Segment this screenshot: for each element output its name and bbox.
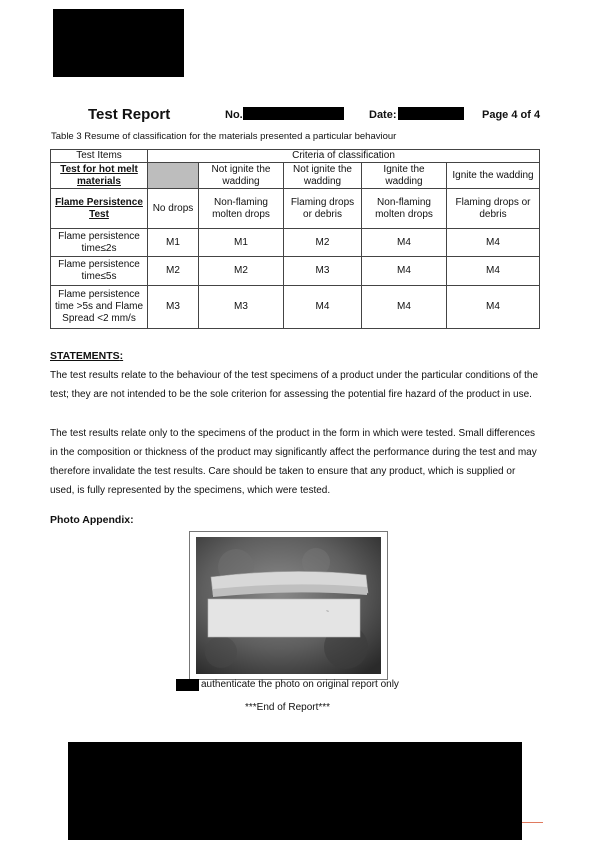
statement-paragraph-1: The test results relate to the behaviour of the test specimens of a product under the particular conditions of the test; they are not intended to be the sole criterion for assessing the potential fire hazard of the product in use. — [50, 370, 539, 400]
table-caption: Table 3 Resume of classification for the materials presented a particular behaviour — [51, 131, 397, 142]
table-cell: Criteria of classification — [148, 150, 540, 163]
table-row — [51, 286, 540, 329]
redacted-logo — [53, 9, 184, 77]
table-cell: Non-flaming molten drops — [199, 189, 284, 229]
photo-caption: authenticate the photo on original report only — [201, 679, 399, 690]
table-cell: M2 — [199, 257, 284, 286]
specimen-photo — [189, 531, 388, 680]
table-cell: Test for hot melt materials — [51, 163, 148, 189]
statements-heading — [50, 350, 123, 362]
table-row — [51, 150, 540, 163]
table-cell: M2 — [148, 257, 199, 286]
footer-accent-line — [522, 822, 543, 823]
redacted-authentication-mark — [176, 679, 199, 691]
table-cell: Not ignite the wadding — [199, 163, 284, 189]
table-cell: Flame Persistence Test — [51, 189, 148, 229]
table-cell: Flame persistence time >5s and Flame Spread <2 mm/s — [51, 286, 148, 329]
table-cell: Non-flaming molten drops — [362, 189, 447, 229]
redacted-report-number — [243, 107, 344, 120]
report-title: Test Report — [88, 106, 171, 123]
report-date-label: Date: — [369, 109, 397, 121]
table-cell: Not ignite the wadding — [284, 163, 362, 189]
table-cell-shaded — [148, 163, 199, 189]
table-cell: M4 — [362, 257, 447, 286]
page-number: Page 4 of 4 — [482, 109, 541, 121]
table-cell: M4 — [362, 229, 447, 257]
table-cell: M1 — [148, 229, 199, 257]
table-cell: No drops — [148, 189, 199, 229]
table-cell: Ignite the wadding — [447, 163, 540, 189]
table-cell: Flame persistence time≤2s — [51, 229, 148, 257]
report-number-label: No. — [225, 109, 243, 121]
table-row — [51, 229, 540, 257]
photo-appendix-heading: Photo Appendix: — [50, 514, 134, 526]
table-cell: M4 — [447, 229, 540, 257]
table-cell: M2 — [284, 229, 362, 257]
statements-heading-colon: : — [119, 350, 124, 362]
table-cell: Flaming drops or debris — [284, 189, 362, 229]
table-cell: Test Items — [51, 150, 148, 163]
specimen-photo-image — [196, 537, 381, 674]
redacted-report-date — [398, 107, 464, 120]
table-cell: M1 — [199, 229, 284, 257]
table-row — [51, 189, 540, 229]
table-cell: M3 — [199, 286, 284, 329]
redacted-footer — [68, 742, 522, 840]
end-of-report: ***End of Report*** — [245, 702, 331, 713]
table-cell: Flame persistence time≤5s — [51, 257, 148, 286]
table-row — [51, 163, 540, 189]
table-cell: M3 — [284, 257, 362, 286]
table-row — [51, 257, 540, 286]
table-cell: M4 — [447, 257, 540, 286]
classification-table — [50, 149, 540, 329]
table-cell: M4 — [284, 286, 362, 329]
table-cell: M4 — [362, 286, 447, 329]
statement-paragraph-2: The test results relate only to the specimens of the product in the form in which were tested. Small differences in the composition or thickness of the product may significantly affect the performance during the test and may therefore invalidate the test results. Care should be taken to ensure that any product, which is supplied or used, is fully represented by the specimens, which were tested. — [50, 428, 537, 496]
table-cell: M4 — [447, 286, 540, 329]
table-cell: M3 — [148, 286, 199, 329]
statements-heading-text: STATEMENTS — [50, 350, 120, 362]
svg-text:~: ~ — [326, 609, 329, 615]
table-cell: Flaming drops or debris — [447, 189, 540, 229]
table-cell: Ignite the wadding — [362, 163, 447, 189]
